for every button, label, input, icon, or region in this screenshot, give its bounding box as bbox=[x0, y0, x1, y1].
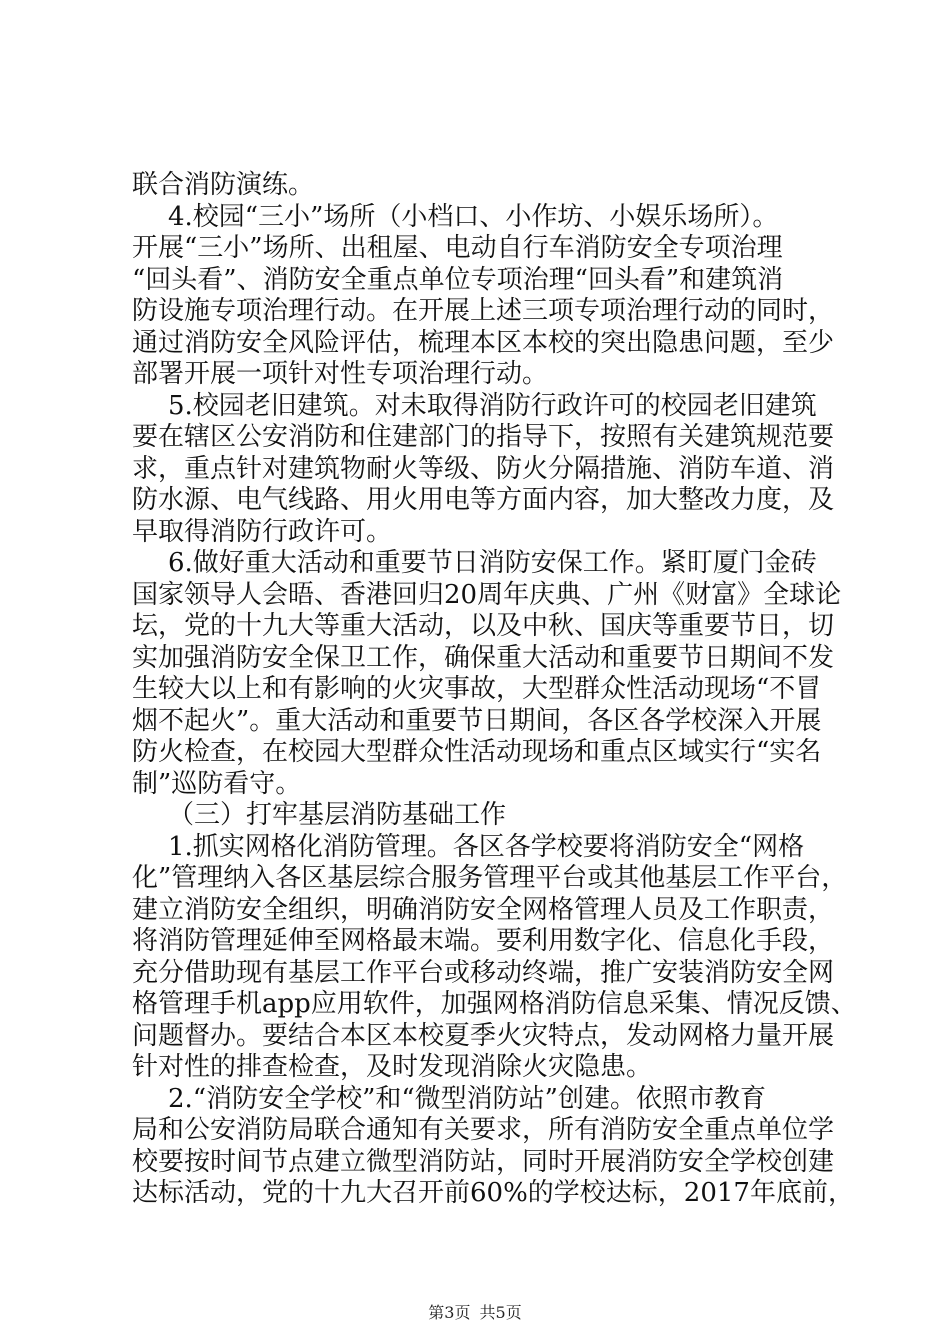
document-body bbox=[132, 170, 857, 1210]
text-line: 格管理手机app应用软件，加强网格消防信息采集、情况反馈、 bbox=[132, 989, 857, 1019]
paragraph bbox=[132, 548, 842, 800]
text-line: 制”巡防看守。 bbox=[132, 768, 302, 799]
text-line: 生较大以上和有影响的火灾事故，大型群众性活动现场“不冒 bbox=[132, 674, 822, 704]
paragraph bbox=[132, 170, 832, 202]
text-line: （三）打牢基层消防基础工作 bbox=[168, 800, 507, 830]
paragraph bbox=[132, 831, 857, 1084]
page-number: 第3页 bbox=[428, 1303, 471, 1322]
text-line: 联合消防演练。 bbox=[132, 170, 315, 200]
text-line: 将消防管理延伸至网格最末端。要利用数字化、信息化手段， bbox=[132, 926, 835, 956]
text-line: 国家领导人会晤、香港回归20周年庆典、广州《财富》全球论 bbox=[132, 579, 842, 610]
text-line: 开展“三小”场所、出租屋、电动自行车消防安全专项治理 bbox=[132, 233, 783, 263]
text-line: 防水源、电气线路、用火用电等方面内容，加大整改力度，及 bbox=[132, 485, 835, 515]
paragraph bbox=[132, 201, 835, 391]
text-line: 早取得消防行政许可。 bbox=[132, 516, 393, 547]
section-heading bbox=[132, 800, 832, 832]
text-line: 烟不起火”。重大活动和重要节日期间，各区各学校深入开展 bbox=[132, 705, 822, 736]
page-total: 共5页 bbox=[479, 1303, 522, 1322]
text-line: 防火检查，在校园大型群众性活动现场和重点区域实行“实名 bbox=[132, 737, 822, 767]
text-line: 校要按时间节点建立微型消防站，同时开展消防安全学校创建 bbox=[132, 1146, 835, 1177]
text-line: 充分借助现有基层工作平台或移动终端，推广安装消防安全网 bbox=[132, 957, 835, 988]
text-line: 防设施专项治理行动。在开展上述三项专项治理行动的同时， bbox=[132, 296, 835, 326]
text-line: 2.“消防安全学校”和“微型消防站”创建。依照市教育 bbox=[168, 1083, 766, 1114]
text-line: 针对性的排查检查，及时发现消除火灾隐患。 bbox=[132, 1052, 653, 1082]
text-line: 建立消防安全组织，明确消防安全网格管理人员及工作职责， bbox=[132, 894, 835, 925]
text-line: 6.做好重大活动和重要节日消防安保工作。紧盯厦门金砖 bbox=[168, 548, 817, 578]
text-line: 问题督办。要结合本区本校夏季火灾特点，发动网格力量开展 bbox=[132, 1020, 835, 1051]
text-line: 求，重点针对建筑物耐火等级、防火分隔措施、消防车道、消 bbox=[132, 453, 835, 484]
text-line: 坛，党的十九大等重大活动，以及中秋、国庆等重要节日，切 bbox=[132, 611, 835, 641]
page-footer bbox=[0, 1303, 950, 1323]
text-line: 4.校园“三小”场所（小档口、小作坊、小娱乐场所）。 bbox=[168, 201, 779, 232]
paragraph bbox=[132, 390, 835, 549]
text-line: 通过消防安全风险评估，梳理本区本校的突出隐患问题，至少 bbox=[132, 327, 835, 358]
text-line: 1.抓实网格化消防管理。各区各学校要将消防安全“网格 bbox=[168, 831, 805, 862]
text-line: 局和公安消防局联合通知有关要求，所有消防安全重点单位学 bbox=[132, 1115, 835, 1145]
text-line: 要在辖区公安消防和住建部门的指导下，按照有关建筑规范要 bbox=[132, 422, 835, 452]
text-line: “回头看”、消防安全重点单位专项治理“回头看”和建筑消 bbox=[132, 264, 784, 295]
paragraph bbox=[132, 1083, 854, 1210]
text-line: 实加强消防安全保卫工作，确保重大活动和重要节日期间不发 bbox=[132, 642, 835, 673]
text-line: 化”管理纳入各区基层综合服务管理平台或其他基层工作平台， bbox=[132, 863, 848, 893]
text-line: 部署开展一项针对性专项治理行动。 bbox=[132, 359, 549, 389]
text-line: 达标活动，党的十九大召开前60%的学校达标，2017年底前， bbox=[132, 1178, 854, 1208]
text-line: 5.校园老旧建筑。对未取得消防行政许可的校园老旧建筑 bbox=[168, 390, 817, 421]
